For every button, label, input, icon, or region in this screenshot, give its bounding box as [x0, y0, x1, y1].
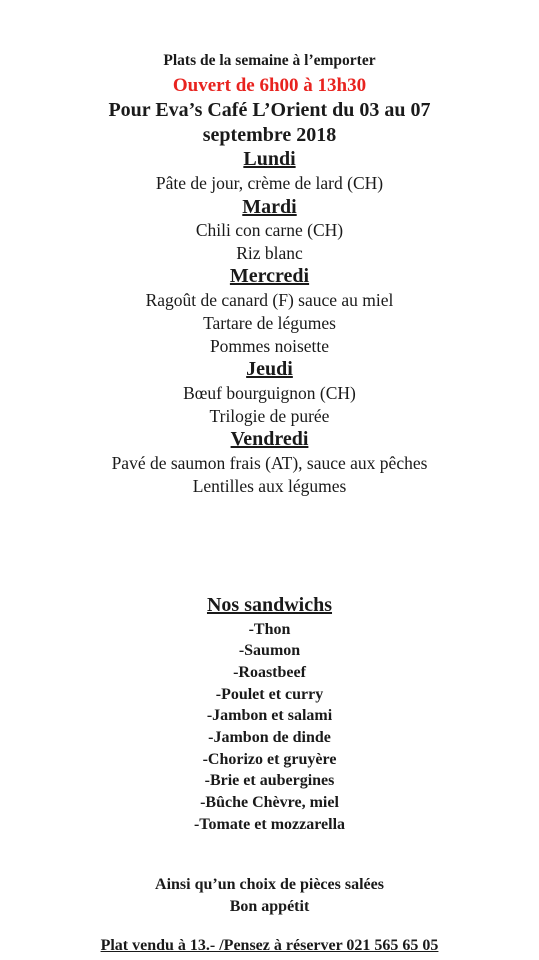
footer-bon-appetit: Bon appétit	[229, 898, 310, 915]
dish-item: Ragoût de canard (F) sauce au miel	[145, 290, 394, 310]
header-cafe-dates: Pour Eva’s Café L’Orient du 03 au 07	[108, 99, 431, 121]
day-heading-lundi: Lundi	[243, 148, 296, 170]
dish-item: Chili con carne (CH)	[195, 220, 344, 240]
sandwich-item: -Roastbeef	[233, 664, 306, 681]
opening-hours: Ouvert de 6h00 à 13h30	[172, 75, 367, 96]
sandwich-item: -Jambon de dinde	[208, 729, 331, 746]
sandwich-item: -Thon	[248, 621, 291, 638]
day-heading-mercredi: Mercredi	[229, 265, 310, 287]
sandwich-item: -Saumon	[238, 642, 301, 659]
day-heading-mardi: Mardi	[242, 196, 297, 218]
dish-item: Riz blanc	[236, 243, 303, 263]
footer-savory-note: Ainsi qu’un choix de pièces salées	[155, 876, 384, 893]
sandwich-item: -Tomate et mozzarella	[193, 816, 346, 833]
sandwich-item: -Poulet et curry	[215, 686, 324, 703]
day-heading-jeudi: Jeudi	[246, 358, 293, 380]
dish-item: Pavé de saumon frais (AT), sauce aux pêches	[111, 453, 428, 473]
sandwiches-heading: Nos sandwichs	[206, 594, 333, 616]
dish-item: Lentilles aux légumes	[192, 476, 347, 496]
sandwich-item: -Bûche Chèvre, miel	[200, 794, 339, 811]
header-title: Plats de la semaine à l’emporter	[163, 52, 376, 69]
footer-price-reservation: Plat vendu à 13.- /Pensez à réserver 021 565 65 05	[100, 937, 439, 954]
dish-item: Bœuf bourguignon (CH)	[183, 383, 356, 403]
dish-item: Pâte de jour, crème de lard (CH)	[155, 173, 384, 193]
day-heading-vendredi: Vendredi	[230, 428, 309, 450]
sandwich-item: -Chorizo et gruyère	[202, 751, 337, 768]
dish-item: Pommes noisette	[209, 336, 330, 356]
dish-item: Trilogie de purée	[209, 406, 330, 426]
header-month-year: septembre 2018	[202, 124, 337, 146]
sandwich-item: -Jambon et salami	[206, 707, 333, 724]
sandwich-item: -Brie et aubergines	[204, 772, 335, 789]
dish-item: Tartare de légumes	[203, 313, 336, 333]
